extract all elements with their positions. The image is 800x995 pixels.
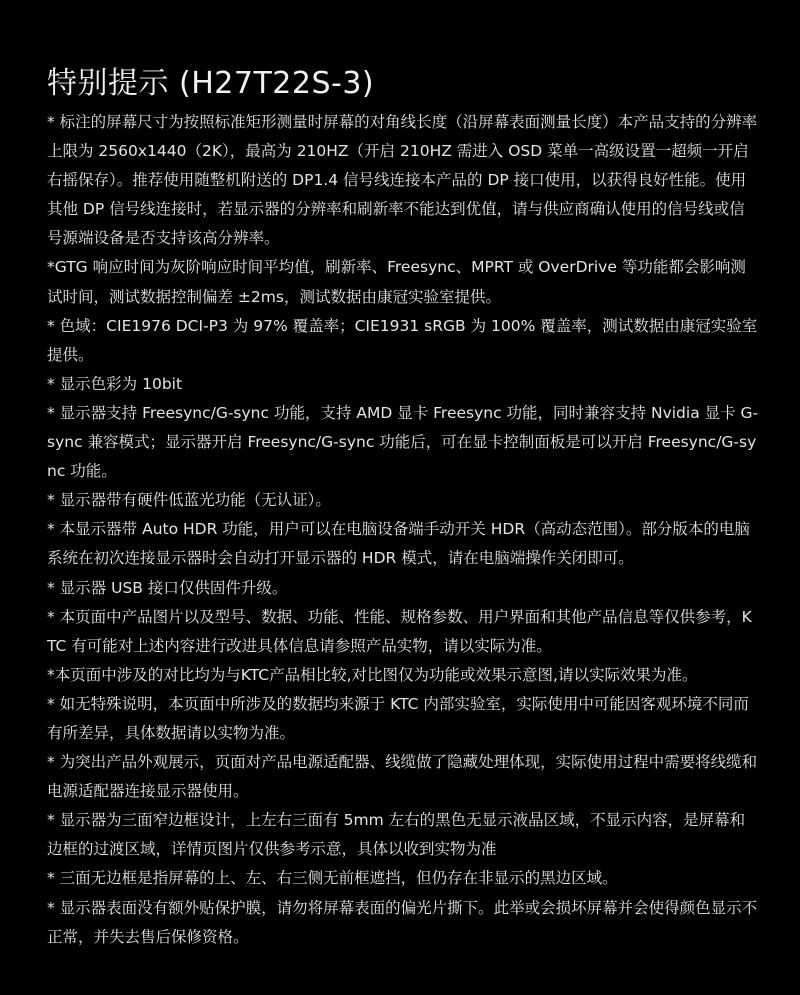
notice-item-hdr: * 本显示器带 Auto HDR 功能，用户可以在电脑设备端手动开关 HDR（高动态范围）。部分版本的电脑系统在初次连接显示器时会自动打开显示器的 HDR 模式，请在电脑端操作关闭即可。 — [47, 520, 750, 568]
notice-item-product-info: * 本页面中产品图片以及型号、数据、功能、性能、规格参数、用户界面和其他产品信息等仅供参考，KTC 有可能对上述内容进行改进具体信息请参照产品实物，请以实际为准。 — [47, 607, 752, 655]
notice-item-narrow-bezel: * 显示器为三面窄边框设计，上左右三面有 5mm 左右的黑色无显示液晶区域，不显示内容，是屏幕和边框的过渡区域，详情页图片仅供参考示意，具体以收到实物为准 — [47, 811, 746, 859]
notice-item-comparison: *本页面中涉及的对比均为与KTC产品相比较,对比图仅为功能或效果示意图,请以实际效果为准。 — [47, 665, 698, 684]
notice-item-frameless: * 三面无边框是指屏幕的上、左、右三侧无前框遮挡，但仍存在非显示的黑边区域。 — [47, 869, 618, 888]
notice-item-protective-film: * 显示器表面没有额外贴保护膜，请勿将屏幕表面的偏光片撕下。此举或会损坏屏幕并会使得颜色显示不正常，并失去售后保修资格。 — [47, 898, 758, 946]
notice-list — [47, 108, 759, 952]
notice-item-low-blue-light: * 显示器带有硬件低蓝光功能（无认证）。 — [47, 491, 331, 510]
notice-item-color-depth: * 显示色彩为 10bit — [47, 374, 183, 393]
notice-item-cables: * 为突出产品外观展示，页面对产品电源适配器、线缆做了隐藏处理体现，实际使用过程中需要将线缆和电源适配器连接显示器使用。 — [47, 753, 758, 801]
notice-item-gtg: *GTG 响应时间为灰阶响应时间平均值，刷新率、Freesync、MPRT 或 OverDrive 等功能都会影响测试时间，测试数据控制偏差 ±2ms，测试数据由康冠实验室提供。 — [47, 258, 746, 306]
page-title: 特别提示 (H27T22S-3) — [47, 66, 375, 102]
notice-item-screen-size: * 标注的屏幕尺寸为按照标准矩形测量时屏幕的对角线长度（沿屏幕表面测量长度）本产品支持的分辨率上限为 2560x1440（2K），最高为 210HZ（开启 210HZ 需进入 OSD 菜单一高级设置一超频一开启 右摇保存）。推荐使用随整机附送的 DP1.4 信号线连接本产品的 DP 接口使用，以获得良好性能。使用其他 DP 信号线连接时，若显示器的分辨率和刷新率不能达到优值，请与供应商确认使用的信号线或信号源端设备是否支持该高分辨率。 — [47, 113, 758, 248]
notice-item-data-source: * 如无特殊说明，本页面中所涉及的数据均来源于 KTC 内部实验室，实际使用中可能因客观环境不同而有所差异，具体数据请以实物为准。 — [47, 694, 749, 742]
notice-item-freesync: * 显示器支持 Freesync/G-sync 功能，支持 AMD 显卡 Freesync 功能，同时兼容支持 Nvidia 显卡 G-sync 兼容模式；显示器开启 Freesync/G-sync 功能后，可在显卡控制面板是可以开启 Freesync/G-sync 功能。 — [47, 403, 759, 481]
notice-item-color-gamut: * 色域：CIE1976 DCI-P3 为 97% 覆盖率；CIE1931 sRGB 为 100% 覆盖率，测试数据由康冠实验室提供。 — [47, 316, 758, 364]
notice-item-usb: * 显示器 USB 接口仅供固件升级。 — [47, 578, 288, 597]
